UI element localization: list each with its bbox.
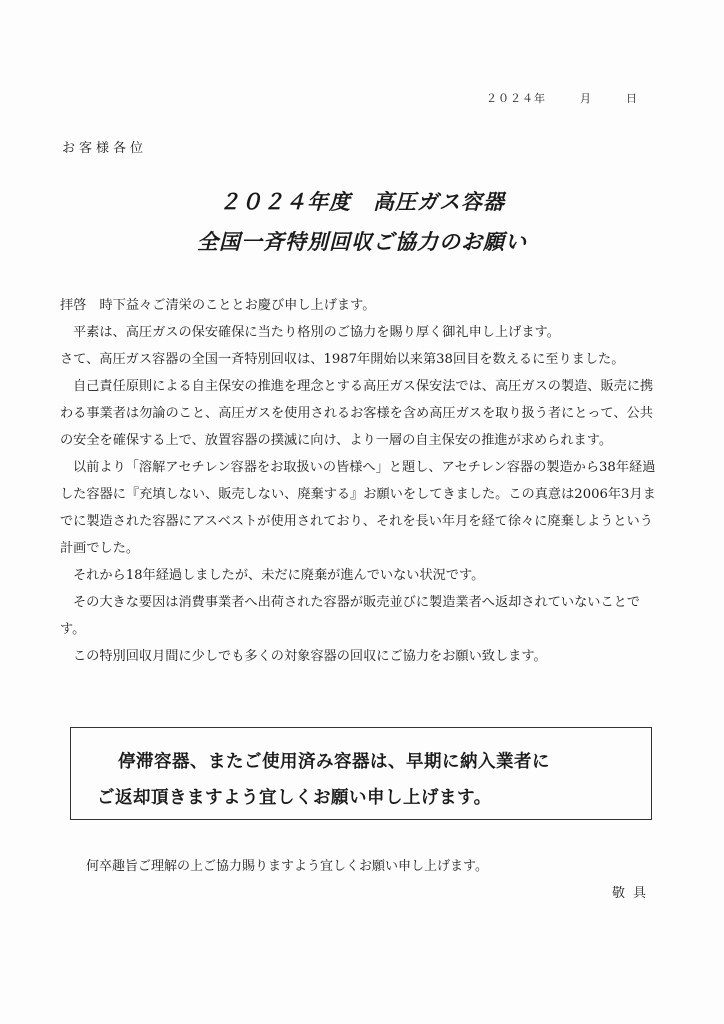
paragraph-status: それから18年経過しましたが、未だに廃棄が進んでいない状況です。 bbox=[73, 568, 485, 583]
paragraph-thanks: 平素は、高圧ガスの保安確保に当たり格別のご協力を賜り厚く御礼申し上げます。 bbox=[73, 325, 560, 340]
paragraph-acetylene: 以前より「溶解アセチレン容器をお取扱いの皆様へ」と題し、アセチレン容器の製造から38年経過した容器に『充填しない、販売しない、廃棄する』お願いをしてきました。この真意は2006年3月までに製造された容器にアスベストが使用されており、それを長い年月を経て徐々に廃棄しようという計画でした。 bbox=[60, 460, 656, 556]
title-line-2: 全国一斉特別回収ご協力のお願い bbox=[197, 230, 527, 254]
notice-box bbox=[70, 727, 652, 820]
paragraph-cause: その大きな要因は消費事業者へ出荷された容器が販売並びに製造業者へ返却されていないことです。 bbox=[60, 595, 641, 637]
addressee: お客様各位 bbox=[62, 141, 148, 156]
date-line bbox=[486, 90, 638, 106]
date-day: 日 bbox=[626, 92, 638, 105]
title-line-1: ２０２４年度 高圧ガス容器 bbox=[219, 190, 505, 214]
paragraph-request: この特別回収月間に少しでも多くの対象容器の回収にご協力をお願い致します。 bbox=[73, 649, 547, 664]
paragraph-law: 自己責任原則による自主保安の推進を理念とする高圧ガス保安法では、高圧ガスの製造、販売に携わる事業者は勿論のこと、高圧ガスを使用されるお客様を含め高圧ガスを取り扱う者にとって、公共の安全を確保する上で、放置容器の撲滅に向け、より一層の自主保安の推進が求められます。 bbox=[60, 379, 654, 448]
letter-body bbox=[60, 292, 660, 670]
notice-line-2: ご返却頂きますよう宜しくお願い申し上げます。 bbox=[97, 788, 492, 808]
paragraph-intro: さて、高圧ガス容器の全国一斉特別回収は、1987年開始以来第38回目を数えるに至りました。 bbox=[60, 352, 625, 367]
paragraph-greeting: 拝啓 時下益々ご清栄のこととお慶び申し上げます。 bbox=[60, 298, 376, 313]
sign-off: 敬具 bbox=[611, 886, 654, 901]
date-month: 月 bbox=[580, 92, 592, 105]
notice-line-1: 停滞容器、またご使用済み容器は、早期に納入業者に bbox=[118, 752, 550, 772]
closing-text: 何卒趣旨ご理解の上ご協力賜りますよう宜しくお願い申し上げます。 bbox=[86, 859, 488, 874]
date-year: ２０２４年 bbox=[486, 92, 546, 105]
